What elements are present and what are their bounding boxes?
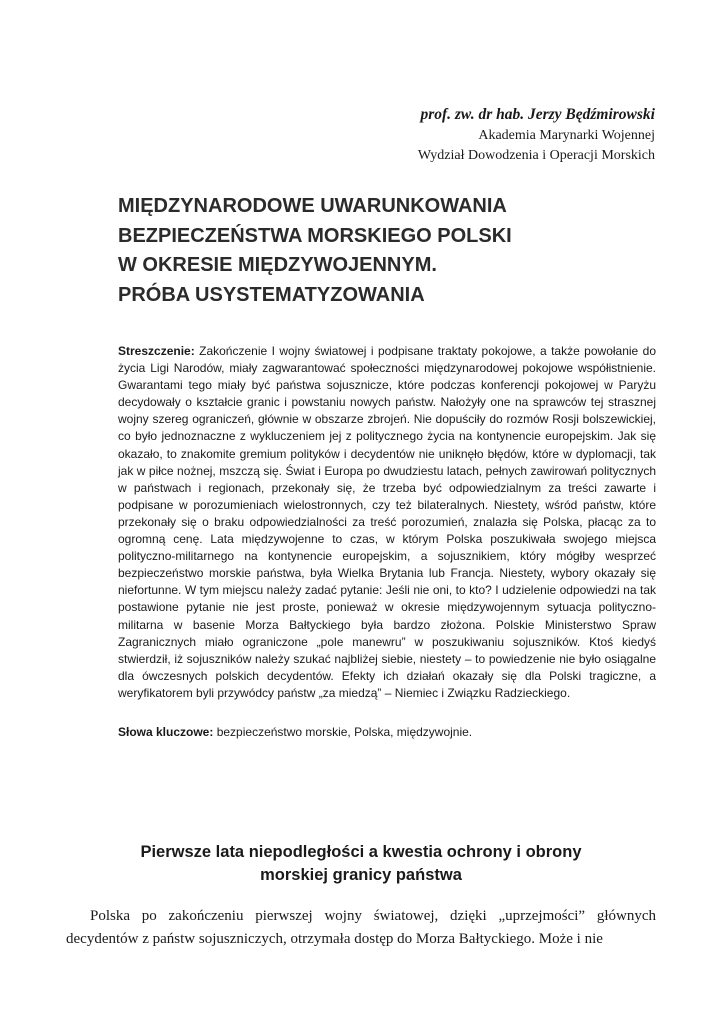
author-block [418, 104, 655, 166]
article-title [118, 192, 638, 310]
abstract-text: Zakończenie I wojny światowej i podpisane traktaty pokojowe, a także powołanie do życia Ligi Narodów, miały zagwarantować społeczności międzynarodowej pokojowe współistnienie. Gwarantami tego miały być państwa sojusznicze, które podczas konferencji pokojowej w Paryżu decydowały o kształcie granic i powstaniu nowych państw. Nałożyły one na sprawców tej strasznej wojny szereg ograniczeń, głównie w obszarze zbrojeń. Nie dopuściły do rozmów Rosji bolszewickiej, co było jednoznaczne z wykluczeniem jej z politycznego życia na kontynencie europejskim. Jak się okazało, to znakomite gremium polityków i decydentów nie uniknęło błędów, które w dyplomacji, tak jak w piłce nożnej, mszczą się. Świat i Europa po dwudziestu latach, pełnych zawirowań politycznych w państwach i regionach, przekonały się, że trzeba być odpowiedzialnym za treści zawarte i podpisane w porozumieniach wielostronnych, czy też bilateralnych. Niestety, wśród państw, które przekonały się o braku odpowiedzialności za treść porozumień, znalazła się Polska, płacąc za to ogromną cenę. Lata międzywojenne to czas, w którym Polska poszukiwała swojego miejsca polityczno-militarnego na kontynencie europejskim, a sojusznikiem, który mógłby wesprzeć bezpieczeństwo morskie państwa, była Wielka Brytania lub Francja. Niestety, wybory okazały się niefortunne. W tym miejscu należy zadać pytanie: Jeśli nie oni, to kto? I udzielenie odpowiedzi na tak postawione pytanie nie jest proste, ponieważ w okresie międzywojennym sytuacja polityczno-militarna w basenie Morza Bałtyckiego była bardzo złożona. Polskie Ministerstwo Spraw Zagranicznych miało ograniczone „pole manewru” w poszukiwaniu sojuszników. Ktoś kiedyś stwierdził, iż sojuszników należy szukać najbliżej siebie, niestety – to powiedzenie nie było osiągalne dla ówczesnych polskich decydentów. Efekty ich działań okazały się dla Polski tragiczne, a weryfikatorem byli przywódcy państw „za miedzą” – Niemiec i Związku Radzieckiego. [118, 344, 656, 700]
keywords-text: bezpieczeństwo morskie, Polska, międzywojnie. [216, 725, 473, 739]
title-line: PRÓBA USYSTEMATYZOWANIA [118, 283, 425, 306]
abstract-label: Streszczenie: [118, 344, 195, 358]
section-heading-line: Pierwsze lata niepodległości a kwestia ochrony i obrony [140, 843, 582, 861]
section-heading [66, 841, 656, 887]
keywords-label: Słowa kluczowe: [118, 725, 214, 739]
keywords [118, 724, 656, 741]
author-affiliation-faculty: Wydział Dowodzenia i Operacji Morskich [417, 148, 655, 163]
author-name: prof. zw. dr hab. Jerzy Będźmirowski [420, 106, 655, 123]
abstract [118, 343, 656, 702]
title-line: W OKRESIE MIĘDZYWOJENNYM. [118, 254, 437, 276]
author-affiliation-academy: Akademia Marynarki Wojennej [478, 128, 655, 143]
title-line: BEZPIECZEŃSTWA MORSKIEGO POLSKI [118, 224, 512, 247]
title-line: MIĘDZYNARODOWE UWARUNKOWANIA [118, 195, 507, 217]
section-heading-line: morskiej granicy państwa [260, 866, 462, 884]
body-paragraph: Polska po zakończeniu pierwszej wojny światowej, dzięki „uprzejmości” głównych decydentów z państw sojuszniczych, otrzymała dostęp do Morza Bałtyckiego. Może i nie [66, 908, 656, 947]
